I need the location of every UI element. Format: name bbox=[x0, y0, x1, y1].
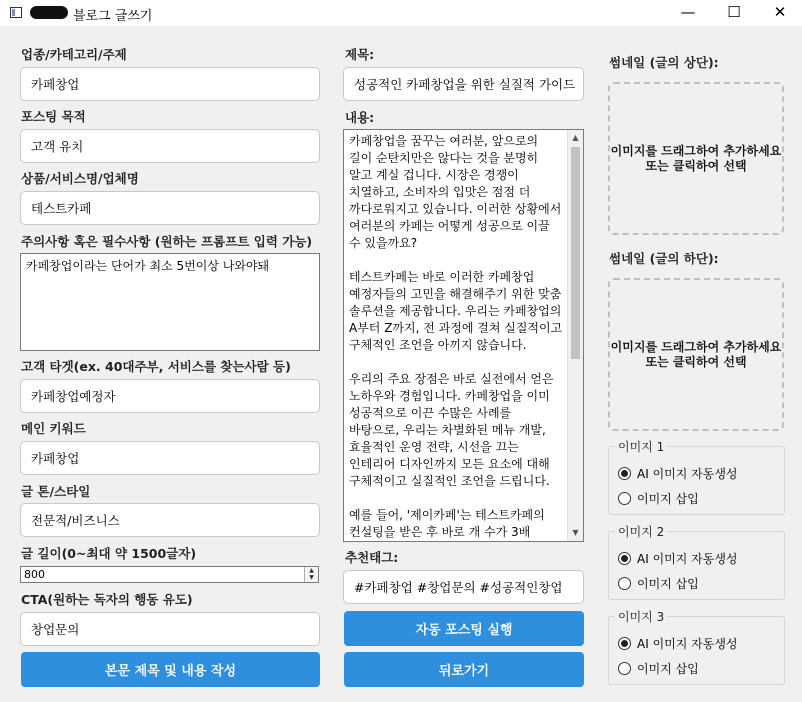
tags-input[interactable]: #카페창업 #창업문의 #성공적인창업 bbox=[343, 570, 584, 604]
cta-label: CTA(원하는 독자의 행동 유도) bbox=[21, 592, 193, 607]
image-2-title: 이미지 2 bbox=[615, 523, 667, 540]
auto-post-button[interactable]: 자동 포스팅 실행 bbox=[344, 611, 584, 646]
app-icon bbox=[10, 7, 22, 18]
length-value: 800 bbox=[24, 568, 45, 581]
minimize-button[interactable]: — bbox=[680, 3, 696, 21]
target-input[interactable]: 카페창업예정자 bbox=[20, 379, 320, 413]
thumb-bottom-dropzone[interactable] bbox=[608, 278, 784, 431]
scroll-thumb[interactable] bbox=[571, 147, 580, 359]
radio-unchecked-icon[interactable] bbox=[618, 662, 631, 675]
thumb-top-label: 썸네일 (글의 상단): bbox=[609, 55, 719, 70]
product-label: 상품/서비스명/업체명 bbox=[21, 171, 139, 186]
notes-textarea[interactable]: 카페창업이라는 단어가 최소 5번이상 나와야돼 bbox=[20, 253, 320, 351]
content-label: 내용: bbox=[345, 110, 375, 125]
image-1-title: 이미지 1 bbox=[615, 438, 667, 455]
redacted-name bbox=[30, 6, 68, 19]
image-3-insert-radio[interactable] bbox=[618, 660, 699, 677]
cta-input[interactable]: 창업문의 bbox=[20, 612, 320, 646]
radio-checked-icon[interactable] bbox=[618, 467, 631, 480]
content-scrollbar[interactable] bbox=[567, 130, 583, 541]
window-title: 블로그 글쓰기 bbox=[73, 9, 153, 24]
scroll-up-icon[interactable]: ▲ bbox=[572, 133, 579, 142]
keyword-input[interactable]: 카페창업 bbox=[20, 441, 320, 475]
image-2-insert-radio[interactable] bbox=[618, 575, 699, 592]
tone-label: 글 톤/스타일 bbox=[21, 484, 91, 499]
image-1-ai-radio[interactable] bbox=[618, 465, 738, 482]
thumb-top-dropzone[interactable] bbox=[608, 82, 784, 235]
generate-button[interactable]: 본문 제목 및 내용 작성 bbox=[21, 652, 320, 687]
spin-buttons[interactable] bbox=[304, 567, 318, 582]
radio-label: 이미지 삽입 bbox=[637, 577, 699, 591]
dropzone-line1: 이미지를 드래그하여 추가하세요 bbox=[610, 339, 782, 354]
dropzone-line2: 또는 클릭하여 선택 bbox=[645, 158, 747, 173]
radio-unchecked-icon[interactable] bbox=[618, 577, 631, 590]
image-3-title: 이미지 3 bbox=[615, 608, 667, 625]
radio-label: AI 이미지 자동생성 bbox=[637, 552, 738, 566]
radio-unchecked-icon[interactable] bbox=[618, 492, 631, 505]
length-spinbox[interactable] bbox=[20, 566, 319, 583]
image-1-insert-radio[interactable] bbox=[618, 490, 699, 507]
radio-label: 이미지 삽입 bbox=[637, 492, 699, 506]
content-text: 카페창업을 꿈꾸는 여러분, 앞으로의 길이 순탄치만은 않다는 것을 분명히 알고 계실 겁니다. 시장은 경쟁이 치열하고, 소비자의 입맛은 점점 더 까다로워지고 있습니다. 이러한 상황에서 여러분의 카페는 어떻게 성공으로 이끌 수 있을까요? 테스트카페는 바로 이러한 카페창업 예정자들의 고민을 해결해주기 위한 맞춤 솔루션을 제공합니다. 우리는 카페창업의 A부터 Z까지, 전 과정에 걸쳐 실질적이고 구체적인 조언을 아끼지 않습니다. 우리의 주요 장점은 바로 실전에서 얻은 노하우와 경험입니다. 카페창업을 이미 성공적으로 이끈 수많은 사례를 바탕으로, 우리는 차별화된 메뉴 개발, 효율적인 운영 전략, 시선을 끄는 인테리어 디자인까지 모든 요소에 대해 구체적이고 실질적인 조언을 드립니다. 예를 들어, '제이카페'는 테스트카페의 컨설팅을 받은 후 바로 개 수가 3배 bbox=[349, 134, 563, 539]
target-label: 고객 타겟(ex. 40대주부, 서비스를 찾는사람 등) bbox=[21, 359, 291, 374]
radio-checked-icon[interactable] bbox=[618, 637, 631, 650]
length-label: 글 길이(0~최대 약 1500글자) bbox=[21, 546, 197, 561]
maximize-button[interactable]: ☐ bbox=[727, 3, 741, 21]
scroll-down-icon[interactable]: ▼ bbox=[572, 528, 579, 537]
tags-label: 추천태그: bbox=[345, 550, 399, 565]
content-textarea[interactable] bbox=[343, 129, 584, 542]
title-bar bbox=[0, 0, 802, 26]
category-label: 업종/카테고리/주제 bbox=[21, 47, 127, 62]
radio-label: AI 이미지 자동생성 bbox=[637, 467, 738, 481]
close-button[interactable]: ✕ bbox=[773, 3, 787, 21]
image-2-ai-radio[interactable] bbox=[618, 550, 738, 567]
back-button[interactable]: 뒤로가기 bbox=[344, 652, 584, 687]
title-input[interactable]: 성공적인 카페창업을 위한 실질적 가이드 bbox=[343, 67, 584, 101]
spin-up-icon[interactable]: ▲ bbox=[309, 567, 314, 574]
spin-down-icon[interactable]: ▼ bbox=[309, 574, 314, 581]
keyword-label: 메인 키워드 bbox=[21, 421, 86, 436]
dropzone-line1: 이미지를 드래그하여 추가하세요 bbox=[610, 143, 782, 158]
category-input[interactable]: 카페창업 bbox=[20, 67, 320, 101]
image-3-ai-radio[interactable] bbox=[618, 635, 738, 652]
radio-label: AI 이미지 자동생성 bbox=[637, 637, 738, 651]
tone-input[interactable]: 전문적/비즈니스 bbox=[20, 503, 320, 537]
purpose-label: 포스팅 목적 bbox=[21, 109, 86, 124]
radio-label: 이미지 삽입 bbox=[637, 662, 699, 676]
thumb-bottom-label: 썸네일 (글의 하단): bbox=[609, 251, 719, 266]
notes-label: 주의사항 혹은 필수사항 (원하는 프롬프트 입력 가능) bbox=[21, 234, 313, 249]
dropzone-line2: 또는 클릭하여 선택 bbox=[645, 354, 747, 369]
product-input[interactable]: 테스트카페 bbox=[20, 191, 320, 225]
radio-checked-icon[interactable] bbox=[618, 552, 631, 565]
title-label: 제목: bbox=[345, 47, 375, 62]
purpose-input[interactable]: 고객 유치 bbox=[20, 129, 320, 163]
